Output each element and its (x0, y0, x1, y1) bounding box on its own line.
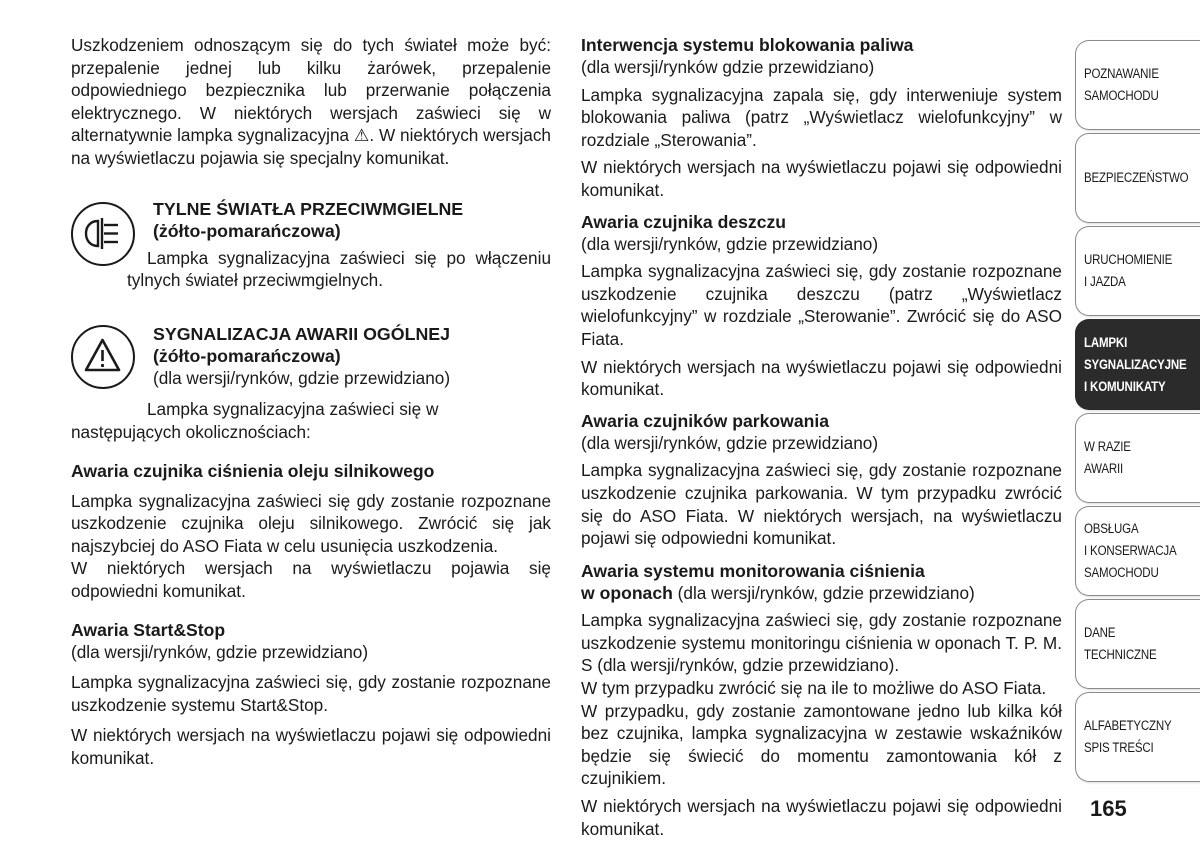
rain-variant: (dla wersji/rynków, gdzie przewidziano) (581, 233, 879, 254)
rain-text-2: W niektórych wersjach na wyświetlaczu pojawi się odpowiedni komunikat. (581, 356, 1062, 400)
startstop-variant: (dla wersji/rynków, gdzie przewidziano) (71, 641, 369, 662)
tab-poznawanie-samochodu[interactable] (1075, 40, 1200, 130)
startstop-title: Awaria Start&Stop (71, 619, 226, 640)
fuel-text-2: W niektórych wersjach na wyświetlaczu pojawi się odpowiedni komunikat. (581, 157, 1062, 200)
startstop-text-1: Lampka sygnalizacyjna zaświeci się, gdy zostanie rozpoznane uszkodzenie systemu Start&Stop. (71, 672, 551, 715)
fuel-title: Interwencja systemu blokowania paliwa (581, 35, 914, 55)
tab-lampki-sygnalizacyjne[interactable] (1075, 319, 1200, 410)
general-variant: (dla wersji/rynków, gdzie przewidziano) (153, 367, 451, 388)
parking-text-1: Lampka sygnalizacyjna zaświeci się, gdy zostanie rozpoznane uszkodzenie czujnika parkowania. W tym przypadku zwrócić się do ASO Fiata. W niektórych wersjach, na wyświetlaczu pojawi się odpowiedni komunikat. (581, 460, 1062, 549)
parking-title: Awaria czujników parkowania (581, 410, 830, 431)
fuel-variant: (dla wersji/rynków gdzie przewidziano) (581, 57, 875, 77)
tab-label: POZNAWANIE SAMOCHODU (1084, 66, 1159, 103)
general-failure-section (71, 323, 551, 390)
general-color: (żółto-pomarańczowa) (153, 345, 341, 366)
oil-text-2: W niektórych wersjach na wyświetlaczu pojawia się odpowiedni komunikat. (71, 558, 551, 601)
tpms-text-2: W tym przypadku zwrócić się na ile to możliwe do ASO Fiata. (581, 678, 1047, 699)
tpms-title-row (581, 582, 1062, 605)
oil-text-1: Lampka sygnalizacyjna zaświeci się gdy zostanie rozpoznane uszkodzenie czujnika oleju silnikowego. Zwrócić się jak najszybciej do ASO Fiata w celu usunięcia uszkodzenia. (71, 490, 551, 556)
tab-label: W RAZIE AWARII (1084, 439, 1131, 476)
oil-title: Awaria czujnika ciśnienia oleju silnikowego (71, 460, 435, 481)
fog-light-section (71, 198, 551, 292)
tab-label: BEZPIECZEŃSTWO (1084, 170, 1189, 185)
tab-label: ALFABETYCZNY SPIS TREŚCI (1084, 718, 1172, 755)
rain-text-1: Lampka sygnalizacyjna zaświeci się, gdy zostanie rozpoznane uszkodzenie czujnika deszczu (patrz „Wyświetlacz wielofunkcyjny” w rozdziale „Sterowanie”. Zwrócić się do ASO Fiata. (581, 261, 1062, 349)
tpms-title-2: w oponach (581, 582, 673, 603)
general-text: Lampka sygnalizacyjna zaświeci się w następujących okolicznościach: (71, 399, 439, 442)
tab-obsluga-i-konserwacja[interactable] (1075, 506, 1200, 596)
left-column (71, 34, 551, 769)
startstop-text-2: W niektórych wersjach na wyświetlaczu pojawi się odpowiedni komunikat. (71, 725, 551, 768)
tpms-text-1: Lampka sygnalizacyjna zaświeci się, gdy zostanie rozpoznane uszkodzenie systemu monitoringu ciśnienia w oponach T. P. M. S (dla wersji/rynków, gdzie przewidziano). (581, 610, 1062, 676)
tpms-text-4: W niektórych wersjach na wyświetlaczu pojawi się odpowiedni komunikat. (581, 796, 1062, 839)
tab-label: DANE TECHNICZNE (1084, 625, 1157, 662)
tab-dane-techniczne[interactable] (1075, 599, 1200, 689)
tab-w-razie-awarii[interactable] (1075, 413, 1200, 503)
tab-bezpieczenstwo[interactable] (1075, 133, 1200, 223)
intro-text: Uszkodzeniem odnoszącym się do tych świateł może być: przepalenie jednej lub kilku żarówek, przepalenie odpowiedniego bezpiecznika lub przerwanie połączenia elektrycznego. W niektórych wersjach zaświeci się w alternatywnie lampka sygnalizacyjna ⚠. W niektórych wersjach na wyświetlaczu pojawia się specjalny komunikat. (71, 35, 551, 168)
general-title: SYGNALIZACJA AWARII OGÓLNEJ (153, 323, 451, 344)
tab-alfabetyczny-spis-tresci[interactable] (1075, 692, 1200, 782)
parking-variant: (dla wersji/rynków, gdzie przewidziano) (581, 432, 879, 453)
page-number: 165 (1090, 796, 1127, 821)
tpms-text-3: W przypadku, gdy zostanie zamontowane jedno lub kilka kół bez czujnika, lampka sygnalizacyjna w zestawie wskaźników będzie się świecić do momentu zamontowania kół z czujnikiem. (581, 700, 1062, 789)
tab-label: URUCHOMIENIE I JAZDA (1084, 252, 1173, 289)
tab-uruchomienie-i-jazda[interactable] (1075, 226, 1200, 316)
fog-text: Lampka sygnalizacyjna zaświeci się po włączeniu tylnych świateł przeciwmgielnych. (127, 247, 551, 291)
rear-fog-light-icon (71, 202, 135, 266)
tab-label: OBSŁUGA I KONSERWACJA SAMOCHODU (1084, 521, 1177, 580)
tpms-variant: (dla wersji/rynków, gdzie przewidziano) (672, 582, 975, 603)
rain-title: Awaria czujnika deszczu (581, 211, 787, 232)
tab-label: LAMPKI SYGNALIZACYJNE I KOMUNIKATY (1084, 334, 1187, 394)
warning-triangle-icon (71, 325, 135, 389)
fog-title: TYLNE ŚWIATŁA PRZECIWMGIELNE (153, 198, 464, 219)
fog-color: (żółto-pomarańczowa) (153, 220, 341, 241)
fuel-text-1: Lampka sygnalizacyjna zapala się, gdy interweniuje system blokowania paliwa (patrz „Wyświetlacz wielofunkcyjny” w rozdziale „Sterowania”. (581, 84, 1062, 150)
middle-column (581, 34, 1062, 840)
tpms-title-1: Awaria systemu monitorowania ciśnienia (581, 560, 925, 581)
